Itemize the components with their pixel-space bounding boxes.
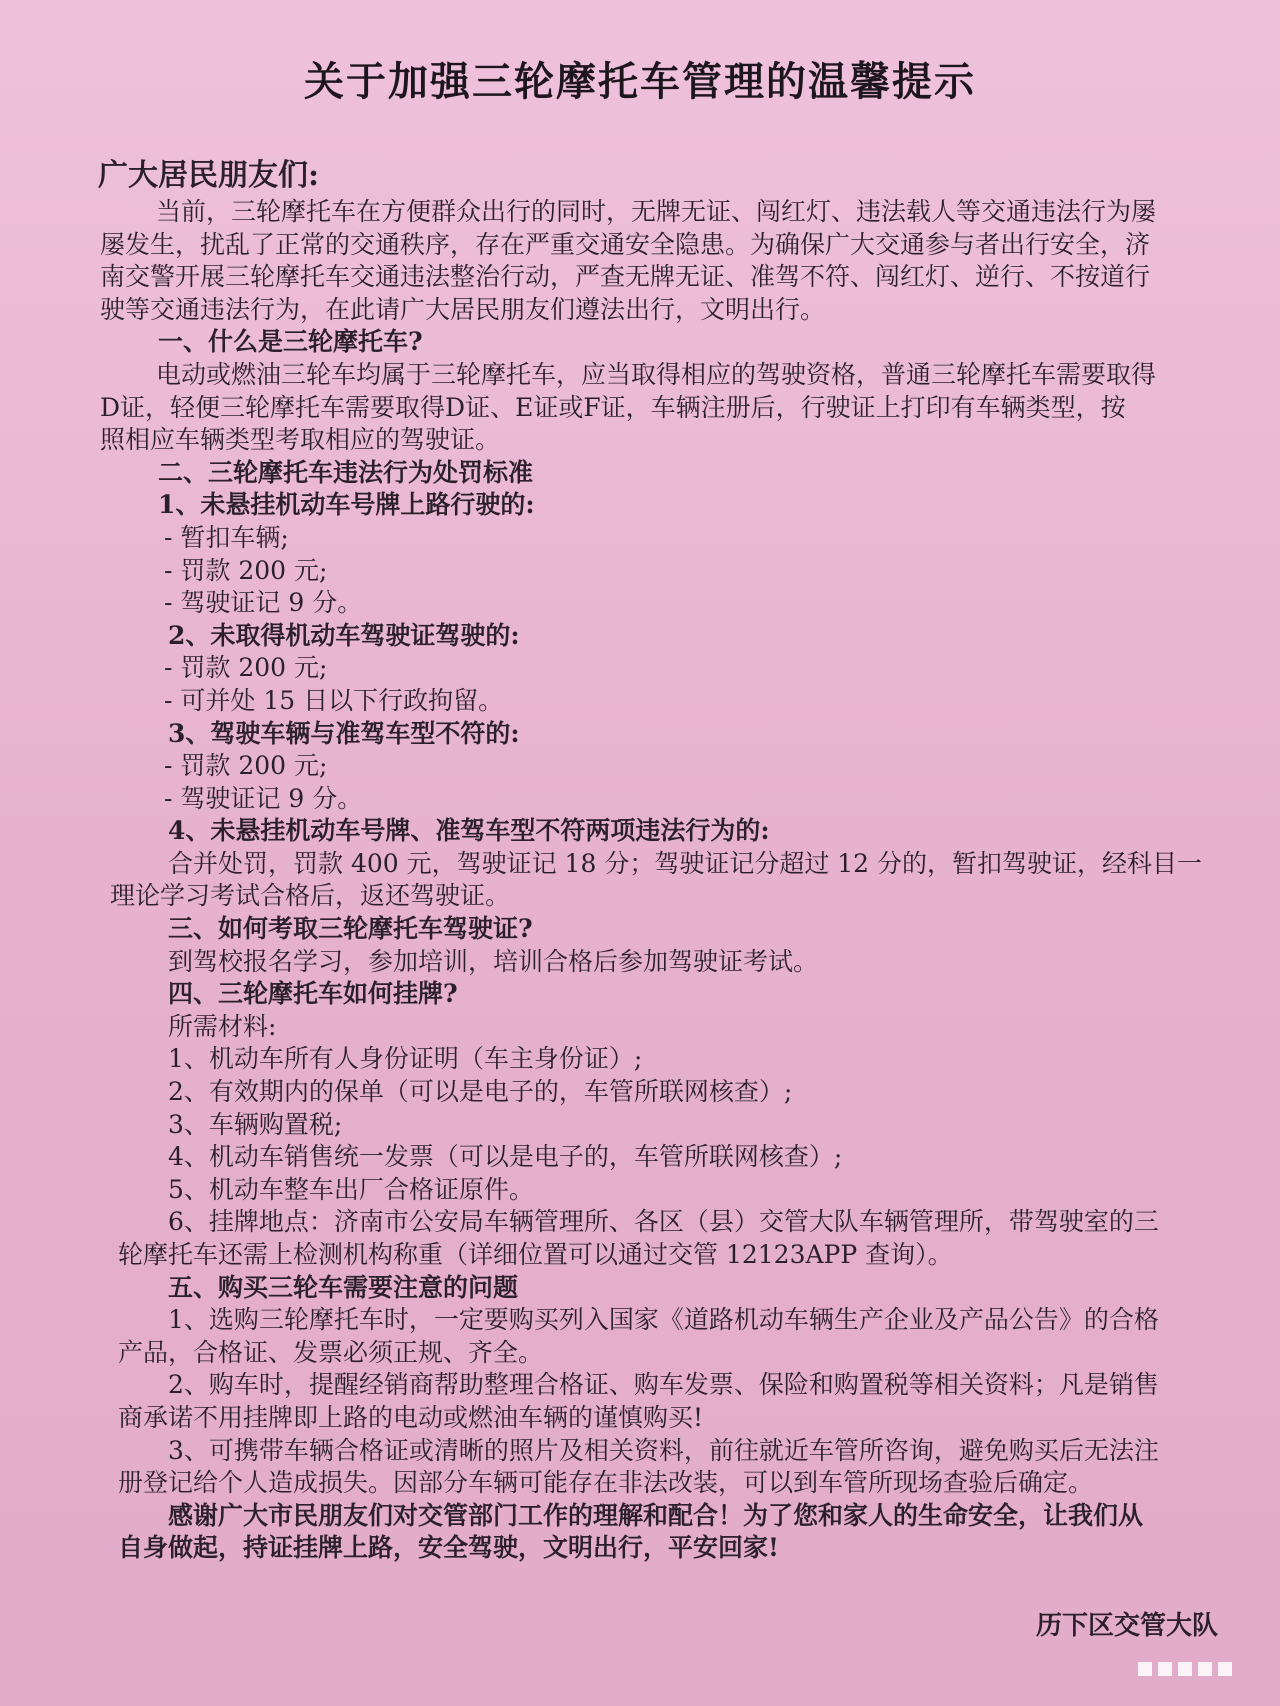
intro-line: 屡发生，扰乱了正常的交通秩序，存在严重交通安全隐患。为确保广大交通参与者出行安全，济 (100, 229, 1151, 259)
penalty-item-4-line: 理论学习考试合格后，返还驾驶证。 (110, 881, 511, 911)
section-5-line: 2、购车时，提醒经销商帮助整理合格证、购车发票、保险和购置税等相关资料；凡是销售 (168, 1370, 1159, 1400)
material-item: 4、机动车销售统一发票（可以是电子的，车管所联网核查）; (168, 1142, 843, 1172)
section-1-line: 电动或燃油三轮车均属于三轮摩托车，应当取得相应的驾驶资格，普通三轮摩托车需要取得 (156, 359, 1157, 389)
section-5-line: 1、选购三轮摩托车时，一定要购买列入国家《道路机动车辆生产企业及产品公告》的合格 (168, 1305, 1159, 1335)
penalty-item-1-line: - 罚款 200 元; (164, 555, 328, 585)
section-heading-4: 四、三轮摩托车如何挂牌? (168, 979, 458, 1009)
penalty-item-4-title: 4、未悬挂机动车号牌、准驾车型不符两项违法行为的: (168, 816, 770, 846)
penalty-item-3-title: 3、驾驶车辆与准驾车型不符的: (168, 718, 520, 748)
watermark-mark (1138, 1662, 1232, 1676)
section-heading-1: 一、什么是三轮摩托车? (158, 327, 423, 357)
materials-label: 所需材料: (168, 1011, 277, 1041)
section-heading-5: 五、购买三轮车需要注意的问题 (168, 1272, 519, 1302)
section-5-line: 册登记给个人造成损失。因部分车辆可能存在非法改装，可以到车管所现场查验后确定。 (118, 1468, 1094, 1498)
material-item: 3、车辆购置税; (168, 1109, 343, 1139)
material-item: 5、机动车整车出厂合格证原件。 (168, 1174, 534, 1204)
notice-body (100, 156, 1220, 1565)
penalty-item-2-line: - 罚款 200 元; (164, 653, 328, 683)
penalty-item-3-line: - 罚款 200 元; (164, 751, 328, 781)
penalty-item-1-line: - 暂扣车辆; (164, 522, 289, 552)
material-item: 轮摩托车还需上检测机构称重（详细位置可以通过交管 12123APP 查询）。 (118, 1240, 953, 1269)
intro-line: 驶等交通违法行为，在此请广大居民朋友们遵法出行，文明出行。 (100, 294, 826, 324)
section-heading-2: 二、三轮摩托车违法行为处罚标准 (158, 457, 534, 487)
salutation: 广大居民朋友们: (98, 158, 320, 193)
intro-line: 当前，三轮摩托车在方便群众出行的同时，无牌无证、闯红灯、违法载人等交通违法行为屡 (156, 197, 1157, 226)
penalty-item-3-line: - 驾驶证记 9 分。 (164, 783, 363, 813)
material-item: 1、机动车所有人身份证明（车主身份证）; (168, 1044, 643, 1074)
section-5-line: 商承诺不用挂牌即上路的电动或燃油车辆的谨慎购买! (118, 1402, 704, 1432)
section-3-line: 到驾校报名学习，参加培训，培训合格后参加驾驶证考试。 (168, 946, 819, 976)
section-5-line: 产品，合格证、发票必须正规、齐全。 (118, 1337, 544, 1367)
penalty-item-2-line: - 可并处 15 日以下行政拘留。 (164, 685, 504, 715)
intro-line: 南交警开展三轮摩托车交通违法整治行动，严查无牌无证、准驾不符、闯红灯、逆行、不按道行 (100, 262, 1151, 292)
penalty-item-1-line: - 驾驶证记 9 分。 (164, 588, 363, 618)
section-5-line: 3、可携带车辆合格证或清晰的照片及相关资料，前往就近车管所咨询，避免购买后无法注 (168, 1435, 1159, 1465)
material-item: 2、有效期内的保单（可以是电子的，车管所联网核查）; (168, 1077, 793, 1107)
penalty-item-1-title: 1、未悬挂机动车号牌上路行驶的: (158, 490, 535, 520)
section-1-line: 照相应车辆类型考取相应的驾驶证。 (100, 425, 501, 455)
penalty-item-4-line: 合并处罚，罚款 400 元，驾驶证记 18 分；驾驶证记分超过 12 分的，暂扣驾驶证，经科目一 (168, 848, 1203, 878)
material-item: 6、挂牌地点：济南市公安局车辆管理所、各区（县）交管大队车辆管理所，带驾驶室的三 (168, 1207, 1159, 1237)
penalty-item-2-title: 2、未取得机动车驾驶证驾驶的: (168, 620, 520, 650)
section-heading-3: 三、如何考取三轮摩托车驾驶证? (168, 914, 533, 944)
closing-line: 感谢广大市民朋友们对交管部门工作的理解和配合！为了您和家人的生命安全，让我们从 (168, 1500, 1144, 1530)
signature: 历下区交管大队 (1035, 1611, 1218, 1641)
page-title: 关于加强三轮摩托车管理的温馨提示 (304, 58, 976, 105)
section-1-line: D证，轻便三轮摩托车需要取得D证、E证或F证，车辆注册后，行驶证上打印有车辆类型，按 (100, 392, 1126, 422)
closing-line: 自身做起，持证挂牌上路，安全驾驶，文明出行，平安回家! (118, 1533, 779, 1563)
